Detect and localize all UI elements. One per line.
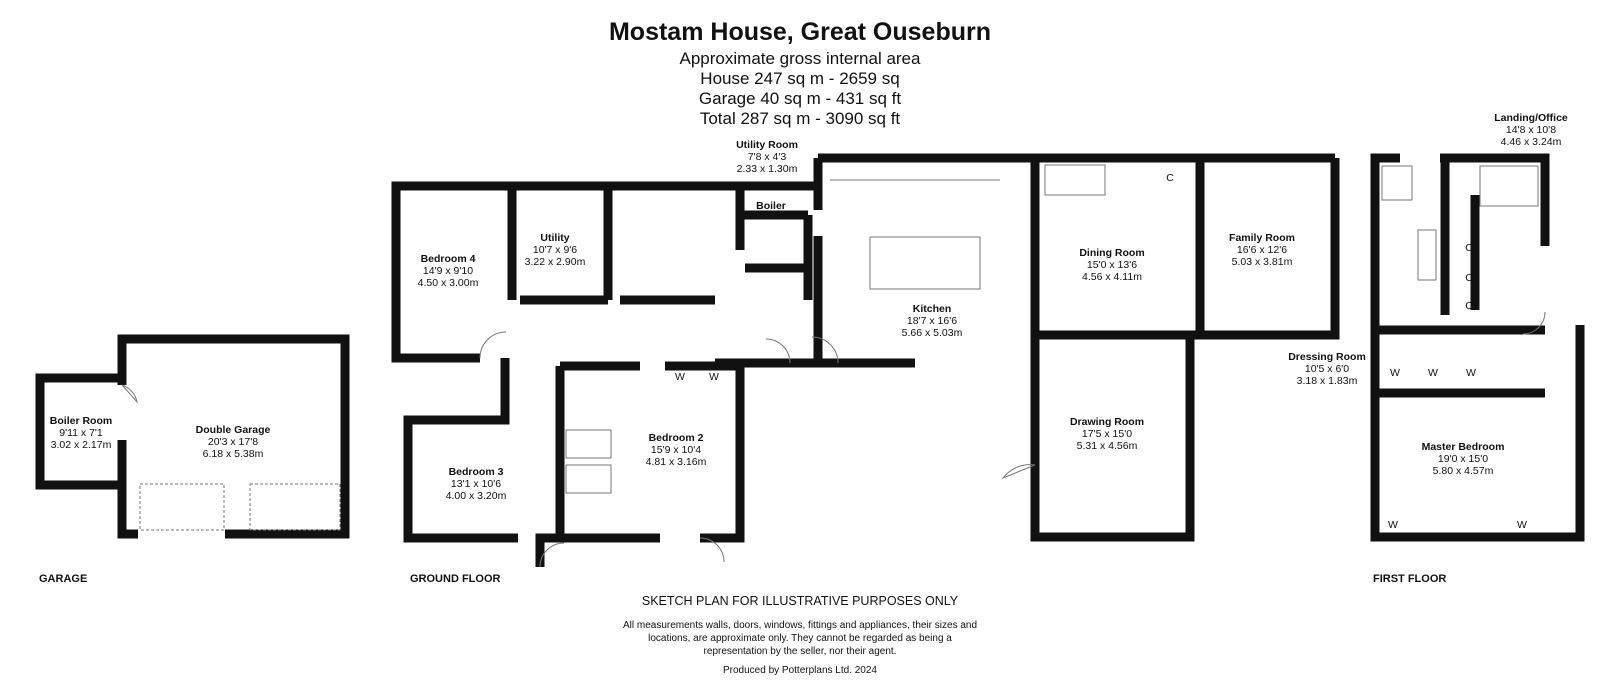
- door-swing: [480, 332, 506, 358]
- produced-by: Produced by Potterplans Ltd. 2024: [723, 665, 877, 676]
- garage-area: Garage 40 sq m - 431 sq ft: [698, 89, 902, 108]
- room-label-kitchen: Kitchen 18'7 x 16'6 5.66 x 5.03m: [901, 303, 963, 339]
- cupboard-label: C: [1166, 172, 1174, 184]
- double-garage-walls-b: [122, 440, 138, 534]
- cupboard-label: C: [1465, 242, 1473, 254]
- floor-label-garage: GARAGE: [39, 573, 88, 585]
- shower: [1382, 166, 1412, 200]
- room-label-bedroom-3: Bedroom 3 13'1 x 10'6 4.00 x 3.20m: [445, 466, 507, 502]
- room-label-dining-room: Dining Room 15'0 x 13'6 4.56 x 4.11m: [1079, 247, 1145, 283]
- area-subtitle: Approximate gross internal area: [679, 49, 921, 68]
- disclaimer-line: All measurements walls, doors, windows, fittings and appliances, their sizes and: [622, 620, 978, 631]
- room-label-bedroom-2: Bedroom 2 15'9 x 10'4 4.81 x 3.16m: [645, 432, 707, 468]
- sketch-notice: SKETCH PLAN FOR ILLUSTRATIVE PURPOSES ONLY: [641, 594, 959, 608]
- disclaimer: [0, 619, 1600, 658]
- disclaimer-line: representation by the seller, nor their agent.: [703, 646, 897, 657]
- garage-side-door: [122, 385, 137, 402]
- room-label-landing-office: Landing/Office 14'8 x 10'8 4.46 x 3.24m: [1494, 112, 1568, 148]
- garage-door-left: [140, 484, 224, 530]
- total-area: Total 287 sq m - 3090 sq ft: [699, 109, 901, 128]
- kitchen-island: [870, 237, 980, 289]
- room-label-utility-room: Utility Room 7'8 x 4'3 2.33 x 1.30m: [736, 139, 798, 175]
- floor-label-ground: GROUND FLOOR: [410, 573, 501, 585]
- bath: [566, 430, 611, 458]
- room-label-family-room: Family Room 16'6 x 12'6 5.03 x 3.81m: [1229, 232, 1295, 268]
- door-swing: [1003, 465, 1035, 478]
- ground-floor-walls: [396, 158, 1335, 567]
- floor-label-first: FIRST FLOOR: [1373, 573, 1447, 585]
- room-label-double-garage: Double Garage 20'3 x 17'8 6.18 x 5.38m: [195, 424, 271, 460]
- room-label-utility: Utility 10'7 x 9'6 3.22 x 2.90m: [524, 232, 586, 268]
- room-label-bedroom-4: Bedroom 4 14'9 x 9'10 4.50 x 3.00m: [417, 253, 479, 289]
- stairs: [1045, 165, 1105, 195]
- wardrobe-label: W: [1390, 367, 1400, 379]
- wardrobe-label: W: [1388, 519, 1398, 531]
- room-label-boiler-room: Boiler Room 9'11 x 7'1 3.02 x 2.17m: [49, 415, 113, 451]
- room-label-master-bedroom: Master Bedroom 19'0 x 15'0 5.80 x 4.57m: [1421, 441, 1505, 477]
- bath: [1418, 230, 1436, 280]
- wardrobe-label: W: [1466, 367, 1476, 379]
- bath: [566, 465, 611, 493]
- wardrobe-label: W: [709, 371, 719, 383]
- cupboard-label: C: [1465, 300, 1473, 312]
- room-label-dressing-room: Dressing Room 10'5 x 6'0 3.18 x 1.83m: [1288, 351, 1366, 387]
- wardrobe-label: W: [675, 371, 685, 383]
- garage-door-right: [250, 484, 340, 530]
- wardrobe-label: W: [1428, 367, 1438, 379]
- room-label-boiler: Boiler: [756, 200, 786, 212]
- cupboard-label: C: [1465, 272, 1473, 284]
- first-floor-thin-lines: [1382, 166, 1545, 334]
- first-floor-walls: [1375, 158, 1580, 537]
- house-area: House 247 sq m - 2659 sq: [700, 69, 900, 88]
- page-title: Mostam House, Great Ouseburn: [608, 18, 992, 46]
- room-label-drawing-room: Drawing Room 17'5 x 15'0 5.31 x 4.56m: [1069, 416, 1145, 452]
- wardrobe-label: W: [1517, 519, 1527, 531]
- stairs: [1480, 166, 1538, 206]
- disclaimer-line: locations, are approximate only. They cannot be regarded as being a: [648, 633, 952, 644]
